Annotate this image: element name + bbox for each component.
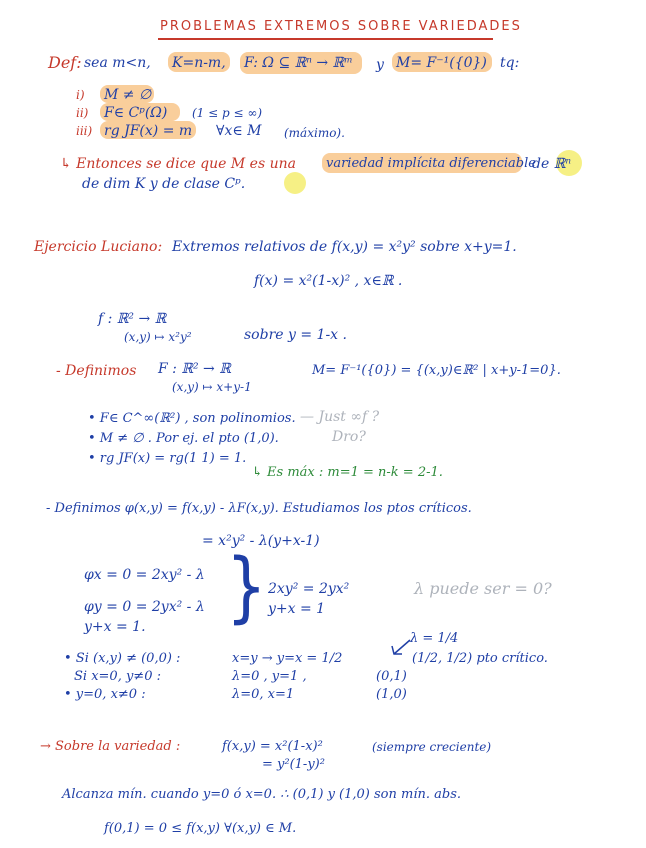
ejercicio-reduced: f(x) = x²(1-x)² , x∈ℝ .	[254, 273, 403, 289]
def2-expansion: = x²y² - λ(y+x-1)	[202, 533, 320, 549]
def-label: Def:	[48, 53, 82, 72]
case2-cond: Si x=0, y≠0 :	[74, 669, 161, 684]
lambda-note: λ = 1/4	[410, 631, 459, 646]
page-title: PROBLEMAS EXTREMOS SOBRE VARIEDADES	[160, 19, 522, 34]
alcanza-line: Alcanza mín. cuando y=0 ó x=0. ∴ (0,1) y (1,0) son mín. abs.	[62, 787, 462, 802]
cond3: rg JF(x) = m	[104, 123, 193, 139]
case1-cond: • Si (x,y) ≠ (0,0) :	[64, 651, 181, 666]
case1-result: x=y → y=x = 1/2	[232, 651, 343, 666]
def-label-2: - Definimos	[56, 363, 137, 379]
system-eq2: φy = 0 = 2yx² - λ	[84, 599, 205, 615]
final-line: f(0,1) = 0 ≤ f(x,y) ∀(x,y) ∈ M.	[104, 821, 297, 836]
case3-result: λ=0, x=1	[232, 687, 295, 702]
conclusion-hl: variedad implícita diferenciable	[326, 156, 536, 171]
ejercicio-statement: Extremos relativos de f(x,y) = x²y² sobre x+y=1.	[172, 239, 517, 255]
case2-result: λ=0 , y=1 ,	[232, 669, 307, 684]
bullet-1: • F∈ C^∞(ℝ²) , son polinomios.	[88, 411, 296, 426]
highlight-cp	[284, 172, 306, 194]
sobre-variedad-label: → Sobre la variedad :	[40, 739, 181, 754]
map-line2: (x,y) ↦ x²y²	[124, 330, 192, 344]
cond1: M ≠ ∅	[104, 87, 152, 103]
def-line1-a: sea m<n,	[84, 55, 151, 71]
result-eq1: 2xy² = 2yx²	[268, 581, 350, 597]
case3-cond: • y=0, x≠0 :	[64, 687, 146, 702]
cond2: F∈ Cᵖ(Ω)	[104, 105, 168, 121]
bullet-1-note: — Just ∞f ?	[300, 409, 380, 425]
ejercicio-label: Ejercicio Luciano:	[34, 239, 163, 255]
cond1-num: i)	[76, 88, 85, 102]
case2-point: (0,1)	[376, 669, 407, 684]
right-brace: }	[226, 543, 267, 633]
sobre-variedad-eq2: = y²(1-y)²	[262, 757, 325, 772]
bullet-2-note: Dro?	[332, 429, 366, 445]
cond2-num: ii)	[76, 106, 89, 120]
def-m: M= F⁻¹({0})	[396, 55, 487, 71]
def-F2: (x,y) ↦ x+y-1	[172, 380, 252, 394]
sobre-variedad-eq1: f(x,y) = x²(1-x)²	[222, 739, 323, 754]
def-y: y	[376, 57, 384, 73]
sobre-variedad-note: (siempre creciente)	[372, 740, 492, 754]
cond3-c: (máximo).	[284, 126, 345, 140]
def2-line: - Definimos φ(x,y) = f(x,y) - λF(x,y). Estudiamos los ptos críticos.	[46, 501, 472, 516]
map-line1: f : ℝ² → ℝ	[98, 311, 167, 327]
def-k: K=n-m,	[172, 55, 226, 71]
def-M: M= F⁻¹({0}) = {(x,y)∈ℝ² | x+y-1=0}.	[312, 363, 561, 378]
bullet-3-note: ↳ Es máx : m=1 = n-k = 2-1.	[252, 465, 443, 480]
cond3-b: ∀x∈ M	[216, 123, 262, 139]
arrow-icon	[388, 638, 414, 660]
conclusion-b: de ℝⁿ	[532, 156, 572, 172]
result-eq2: y+x = 1	[268, 601, 326, 617]
system-eq3: y+x = 1.	[84, 619, 146, 635]
case3-point: (1,0)	[376, 687, 407, 702]
title-underline	[158, 38, 493, 40]
cond2-b: (1 ≤ p ≤ ∞)	[192, 106, 263, 120]
case1-point: (1/2, 1/2) pto crítico.	[412, 651, 548, 666]
map-sobre: sobre y = 1-x .	[244, 327, 347, 343]
lambda-question: λ puede ser = 0?	[414, 579, 552, 598]
cond3-num: iii)	[76, 124, 93, 138]
def-f: F: Ω ⊆ ℝⁿ → ℝᵐ	[244, 55, 353, 71]
bullet-2: • M ≠ ∅ . Por ej. el pto (1,0).	[88, 431, 279, 446]
def-tq: tq:	[500, 55, 520, 71]
bullet-3: • rg JF(x) = rg(1 1) = 1.	[88, 451, 247, 466]
system-eq1: φx = 0 = 2xy² - λ	[84, 567, 205, 583]
def-F1: F : ℝ² → ℝ	[158, 361, 231, 377]
conclusion-a: ↳ Entonces se dice que M es una	[60, 156, 296, 172]
conclusion-c: de dim K y de clase Cᵖ.	[82, 176, 246, 192]
